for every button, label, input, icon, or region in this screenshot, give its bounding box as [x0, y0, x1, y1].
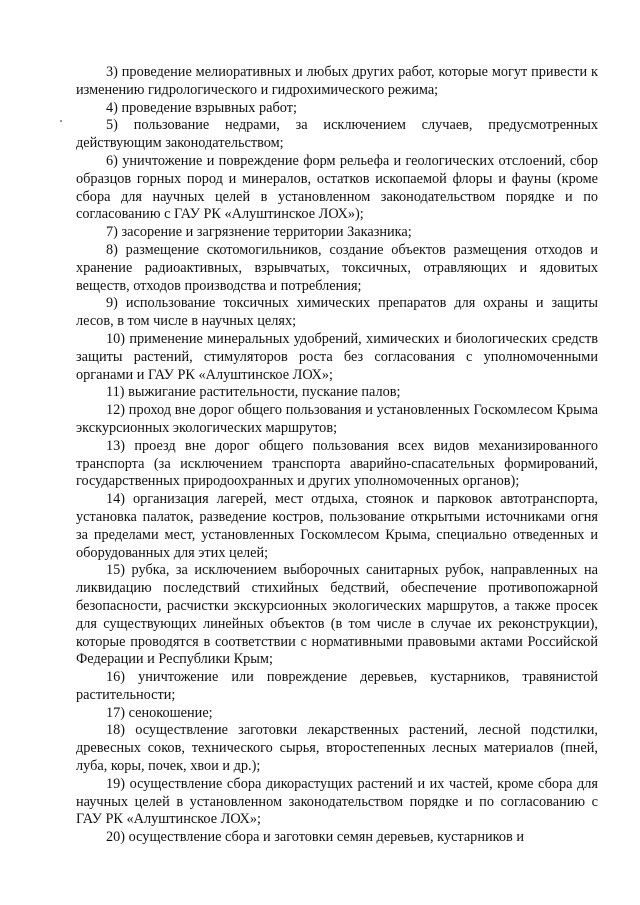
list-item-6: 6) уничтожение и повреждение форм рельефа и геологических отслоений, сбор образцов горных пород и минералов, остатков ископаемой флоры и фауны (кроме сбора для научных целей в установленном законодательством порядке и по согласованию с ГАУ РК «Алуштинское ЛОХ»); — [76, 152, 598, 223]
list-item-8: 8) размещение скотомогильников, создание объектов размещения отходов и хранение радиоактивных, взрывчатых, токсичных, отравляющих и ядовитых веществ, отходов производства и потребления; — [76, 241, 598, 294]
list-item-20: 20) осуществление сбора и заготовки семян деревьев, кустарников и — [106, 829, 524, 846]
list-item-18: 18) осуществление заготовки лекарственных растений, лесной подстилки, древесных соков, технического сырья, второстепенных лесных материалов (пней, луба, коры, почек, хвои и др.); — [76, 722, 598, 775]
list-item-10: 10) применение минеральных удобрений, химических и биологических средств защиты растений, стимуляторов роста без согласования с уполномоченными органами и ГАУ РК «Алуштинское ЛОХ»; — [76, 330, 598, 383]
list-item-7: 7) засорение и загрязнение территории Заказника; — [106, 224, 412, 241]
list-item-5: 5) пользование недрами, за исключением случаев, предусмотренных действующим законодательством; — [76, 117, 598, 152]
list-item-16: 16) уничтожение или повреждение деревьев, кустарников, травянистой растительности; — [76, 669, 598, 703]
list-item-14: 14) организация лагерей, мест отдыха, стоянок и парковок автотранспорта, установка палаток, разведение костров, пользование открытыми источниками огня за пределами мест, установленных Госкомлесом Крыма, специально отведенных и оборудованных для этих целей; — [76, 491, 598, 561]
list-item-4: 4) проведение взрывных работ; — [106, 99, 297, 116]
list-item-13: 13) проезд вне дорог общего пользования всех видов механизированного транспорта (за исключением транспорта аварийно-спасательных формирований, государственных природоохранных и других уполномоченных органов); — [76, 437, 598, 490]
document-body — [76, 64, 598, 847]
list-item-19: 19) осуществление сбора дикорастущих растений и их частей, кроме сбора для научных целей в установленном законодательством порядке и по согласованию с ГАУ РК «Алуштинское ЛОХ»; — [76, 775, 598, 828]
list-item-15: 15) рубка, за исключением выборочных санитарных рубок, направленных на ликвидацию последствий стихийных бедствий, обеспечение противопожарной безопасности, расчистки экскурсионных экологических маршрутов, а также просек для существующих линейных объектов (в том числе в случае их реконструкции), которые проводятся в соответствии с нормативными правовыми актами Российской Федерации и Республики Крым; — [76, 562, 598, 668]
list-item-3: 3) проведение мелиоративных и любых других работ, которые могут привести к изменению гидрологического и гидрохимического режима; — [76, 64, 598, 98]
list-item-11: 11) выжигание растительности, пускание палов; — [106, 384, 401, 401]
margin-mark — [60, 120, 62, 122]
list-item-12: 12) проход вне дорог общего пользования и установленных Госкомлесом Крыма экскурсионных экологических маршрутов; — [76, 402, 598, 436]
list-item-9: 9) использование токсичных химических препаратов для охраны и защиты лесов, в том числе в научных целях; — [76, 295, 598, 330]
list-item-17: 17) сенокошение; — [106, 704, 213, 721]
